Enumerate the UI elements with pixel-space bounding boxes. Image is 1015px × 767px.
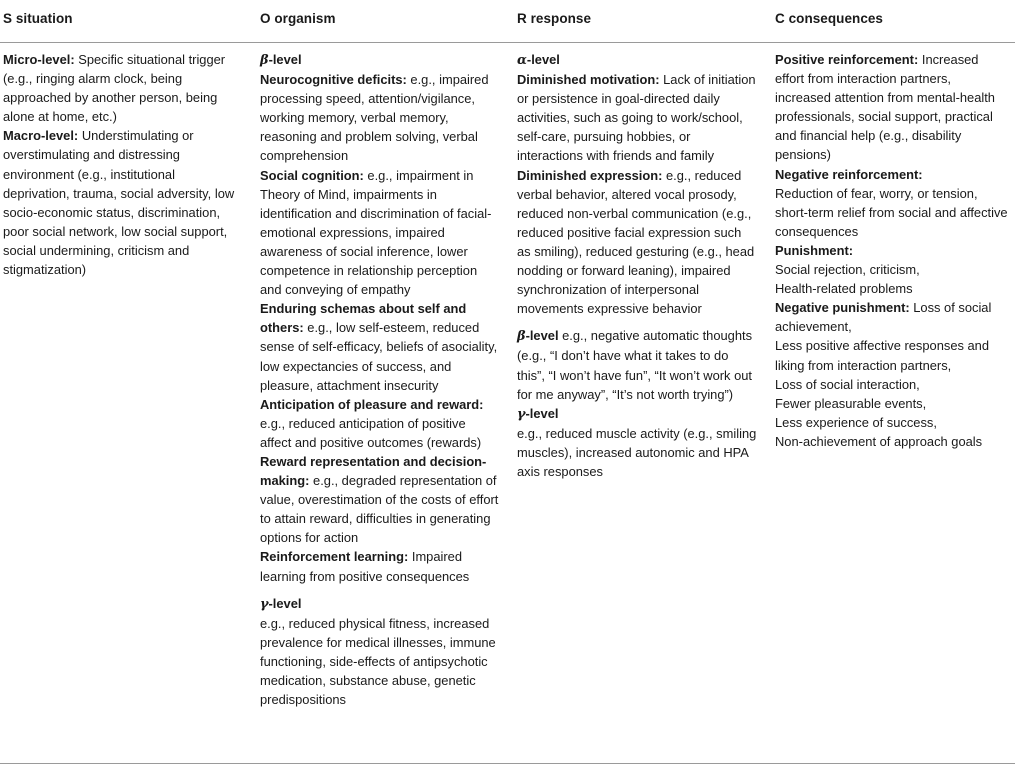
negative-reinforcement-text: Reduction of fear, worry, or tension, short-term relief from social and affective consequences bbox=[775, 185, 1008, 239]
punishment-label: Punishment: bbox=[775, 242, 854, 258]
punishment-line: Health-related problems bbox=[775, 281, 913, 297]
table-bottom-rule bbox=[0, 763, 1015, 764]
negative-punishment-line: Less experience of success, bbox=[775, 414, 937, 430]
o-item-label: Anticipation of pleasure and reward: bbox=[260, 396, 484, 412]
o-item bbox=[260, 395, 500, 452]
situation-column bbox=[3, 50, 243, 279]
negative-punishment-label: Negative punishment: bbox=[775, 300, 910, 316]
r-item-text: Lack of initiation or persistence in goal-directed daily activities, such as going to work/school, self-care, pursuing hobbies, or interactions with friends and family bbox=[517, 72, 756, 164]
negative-punishment-first: Loss of social achievement, bbox=[775, 300, 992, 335]
o-beta-level-heading bbox=[260, 50, 500, 70]
r-alpha-symbol: α bbox=[517, 53, 527, 68]
o-gamma-level-heading bbox=[260, 594, 500, 614]
r-beta-text: e.g., negative automatic thoughts (e.g., “I don’t have what it takes to do this”, “I won’t have fun”, “It won’t work out for me anyway”, “It’s not worth trying”) bbox=[517, 328, 753, 402]
punishment-line: Social rejection, criticism, bbox=[775, 262, 920, 278]
r-alpha-level-heading bbox=[517, 50, 757, 70]
micro-level-label: Micro-level: bbox=[3, 52, 75, 67]
r-item bbox=[517, 70, 757, 165]
response-column bbox=[517, 50, 757, 481]
r-alpha-suffix: -level bbox=[526, 52, 560, 67]
header-s-situation: S situation bbox=[3, 11, 73, 26]
r-item-label: Diminished expression: bbox=[517, 167, 663, 183]
positive-reinforcement-text: Increased effort from interaction partners, increased attention from mental-health professionals, social support, practical and financial help (e.g., disability pensions) bbox=[775, 52, 995, 163]
r-beta-heading bbox=[517, 328, 559, 343]
o-item bbox=[260, 452, 500, 547]
o-gamma-suffix: -level bbox=[268, 595, 302, 611]
micro-level-text: Specific situational trigger (e.g., ringing alarm clock, being approached by another person, being alone at home, etc.) bbox=[3, 52, 226, 125]
o-item-text: Impaired learning from positive consequences bbox=[260, 549, 470, 584]
o-item-text: e.g., impaired processing speed, attention/vigilance, working memory, verbal memory, reasoning and problem solving, verbal comprehension bbox=[260, 72, 489, 164]
r-beta-suffix: -level bbox=[525, 328, 559, 344]
o-item-label: Reinforcement learning: bbox=[260, 549, 409, 565]
o-item-label: Reward representation and decision-making: bbox=[260, 453, 487, 489]
o-beta-symbol: β bbox=[260, 53, 269, 68]
negative-punishment-line: Fewer pleasurable events, bbox=[775, 395, 927, 411]
o-item-label: Social cognition: bbox=[260, 167, 364, 183]
o-item bbox=[260, 70, 500, 165]
o-item bbox=[260, 166, 500, 300]
header-o-organism: O organism bbox=[260, 11, 336, 26]
o-item-text: e.g., impairment in Theory of Mind, impairments in identification and discrimination of facial-emotional expressions, impaired awareness of social inference, lower competence in relationship perception and conveying of empathy bbox=[260, 167, 492, 298]
o-item bbox=[260, 547, 500, 585]
positive-reinforcement-entry bbox=[775, 50, 1010, 165]
positive-reinforcement-label: Positive reinforcement: bbox=[775, 52, 919, 67]
o-gamma-symbol: γ bbox=[260, 596, 269, 612]
micro-level-entry bbox=[3, 50, 243, 126]
o-beta-suffix: -level bbox=[268, 52, 302, 67]
r-gamma-text: e.g., reduced muscle activity (e.g., smiling muscles), increased autonomic and HPA axis responses bbox=[517, 425, 757, 479]
r-item-text: e.g., reduced verbal behavior, altered vocal prosody, reduced non-verbal communication (e.g., reduced positive facial expression such as smiling), reduced gesturing (e.g., head nodding or forward leaning), impaired synchronization of interpersonal movements expressive behavior bbox=[517, 167, 755, 317]
o-item-text: e.g., low self-esteem, reduced sense of self-efficacy, beliefs of asociality, low expectancies of success, and pleasure, attachment insecurity bbox=[260, 320, 498, 393]
o-item-text: e.g., degraded representation of value, overestimation of the costs of effort to attain reward, difficulties in generating options for action bbox=[260, 473, 499, 546]
r-beta-entry bbox=[517, 326, 757, 403]
o-item-text: e.g., reduced anticipation of positive affect and positive outcomes (rewards) bbox=[260, 415, 482, 450]
header-c-consequences: C consequences bbox=[775, 11, 883, 26]
o-item-label: Neurocognitive deficits: bbox=[260, 72, 407, 88]
negative-punishment-line: Less positive affective responses and liking from interaction partners, bbox=[775, 338, 990, 373]
r-gamma-symbol: γ bbox=[517, 406, 526, 422]
macro-level-entry bbox=[3, 126, 243, 279]
r-gamma-suffix: -level bbox=[525, 405, 559, 421]
negative-reinforcement-label: Negative reinforcement: bbox=[775, 166, 923, 182]
r-beta-symbol: β bbox=[517, 329, 526, 345]
header-r-response: R response bbox=[517, 11, 592, 26]
r-item bbox=[517, 166, 757, 319]
organism-column bbox=[260, 50, 500, 709]
consequences-column bbox=[775, 50, 1010, 451]
table-header-row bbox=[0, 0, 1015, 43]
r-item-label: Diminished motivation: bbox=[517, 72, 660, 88]
negative-punishment-line: Loss of social interaction, bbox=[775, 376, 920, 392]
r-gamma-level-heading bbox=[517, 404, 757, 424]
o-item bbox=[260, 299, 500, 394]
macro-level-label: Macro-level: bbox=[3, 128, 79, 144]
o-gamma-text: e.g., reduced physical fitness, increased prevalence for medical illnesses, immune functioning, side-effects of antipsychotic medication, substance abuse, genetic predispositions bbox=[260, 615, 496, 708]
o-item-label: Enduring schemas about self and others: bbox=[260, 301, 467, 336]
negative-punishment-line: Non-achievement of approach goals bbox=[775, 433, 983, 449]
macro-level-text: Understimulating or overstimulating and distressing environment (e.g., institutional deprivation, trauma, social adversity, low socio-economic status, discrimination, poor social network, low social support, social undermining, criticism and stigmatization) bbox=[3, 128, 235, 278]
negative-punishment-entry bbox=[775, 298, 1010, 336]
